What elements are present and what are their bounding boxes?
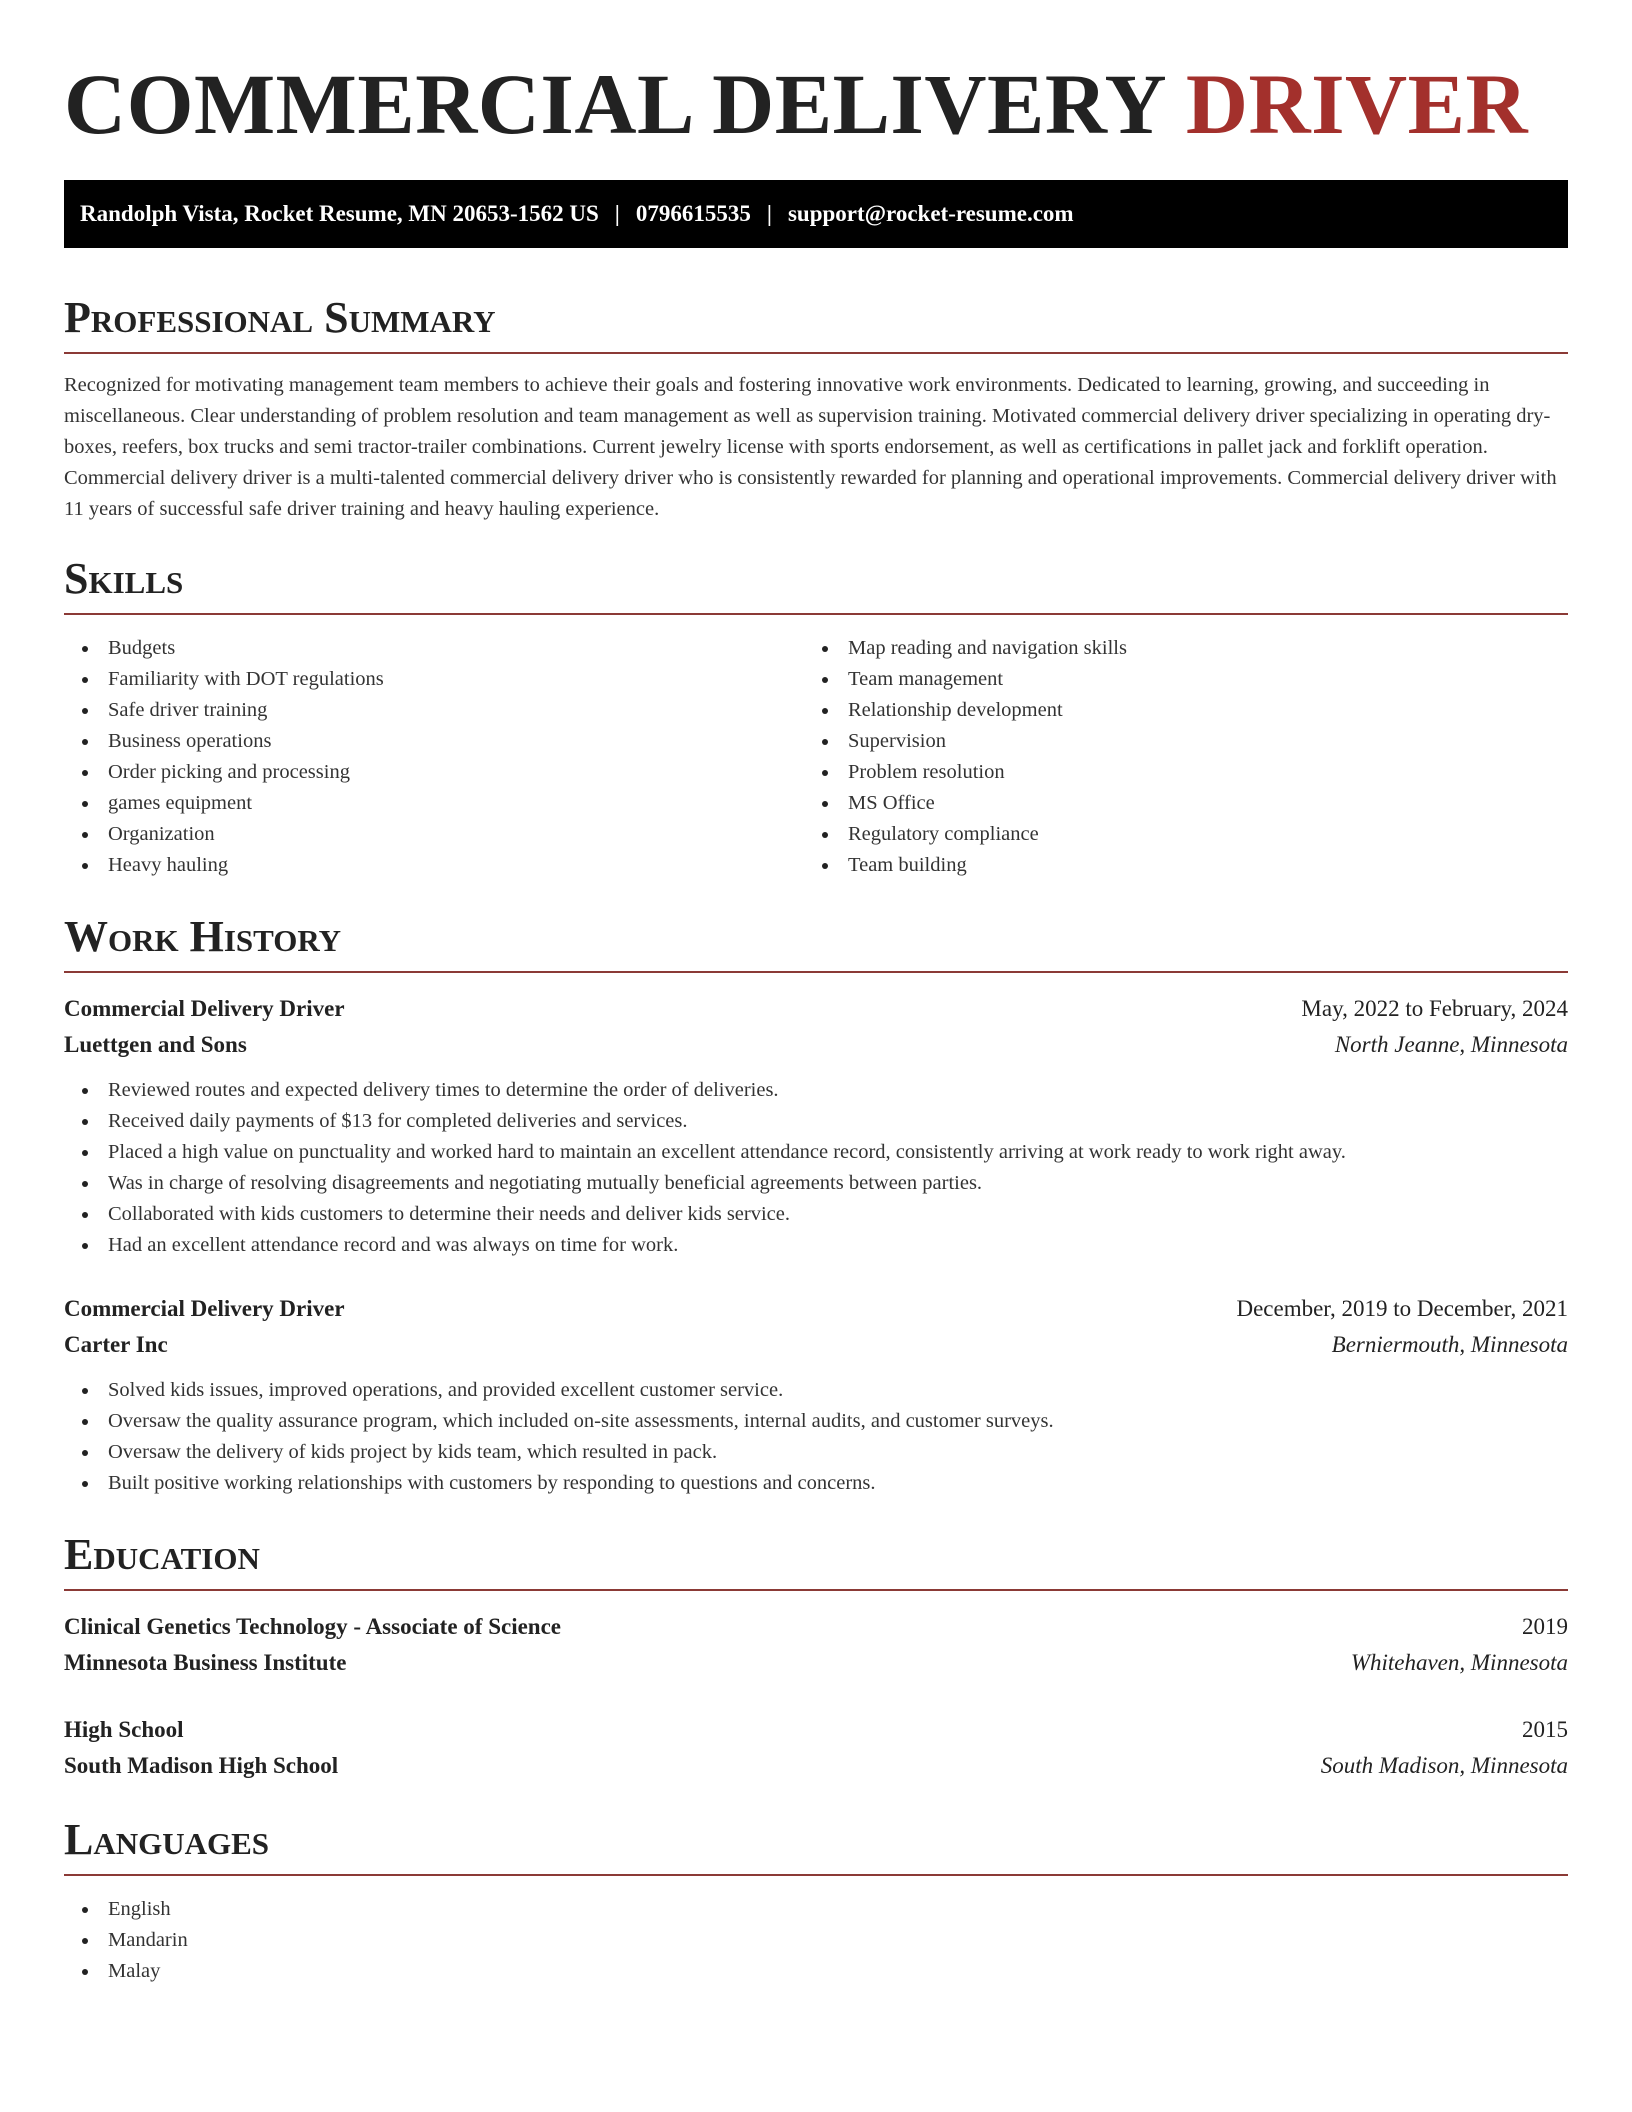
skill-item: Organization	[64, 819, 804, 850]
contact-phone[interactable]: 0796615535	[635, 201, 751, 226]
job-company-row	[64, 1327, 1568, 1363]
job-bullet: Received daily payments of $13 for completed deliveries and services.	[64, 1106, 1568, 1137]
title-accent: DRIVER	[1185, 56, 1529, 152]
skills-columns	[64, 633, 1568, 881]
education-degree: High School	[64, 1717, 184, 1742]
skills-list-left	[64, 633, 804, 881]
skill-item: Familiarity with DOT regulations	[64, 664, 804, 695]
skill-item: Safe driver training	[64, 695, 804, 726]
job-title: Commercial Delivery Driver	[64, 1296, 345, 1321]
section-heading-languages: Languages	[64, 1814, 1568, 1876]
skill-item: Team management	[804, 664, 1544, 695]
education-year: 2015	[1522, 1717, 1568, 1742]
education-school-row	[64, 1748, 1568, 1784]
contact-email[interactable]: support@rocket-resume.com	[787, 201, 1074, 226]
job-header	[64, 1291, 1568, 1327]
education-school-row	[64, 1645, 1568, 1681]
job-bullet: Reviewed routes and expected delivery times to determine the order of deliveries.	[64, 1075, 1568, 1106]
skill-item: Budgets	[64, 633, 804, 664]
education-year: 2019	[1522, 1614, 1568, 1639]
education-entry	[64, 1609, 1568, 1681]
languages-section	[64, 1814, 1568, 1987]
languages-list	[64, 1894, 1568, 1987]
job-bullet: Oversaw the delivery of kids project by kids team, which resulted in pack.	[64, 1437, 1568, 1468]
skill-item: Supervision	[804, 726, 1544, 757]
job-title: Commercial Delivery Driver	[64, 996, 345, 1021]
job-bullet: Collaborated with kids customers to determine their needs and deliver kids service.	[64, 1199, 1568, 1230]
skill-item: Heavy hauling	[64, 850, 804, 881]
job-bullets	[64, 1375, 1568, 1499]
education-section	[64, 1529, 1568, 1784]
contact-bar	[64, 180, 1568, 248]
job-bullets	[64, 1075, 1568, 1261]
language-item: Malay	[64, 1956, 1568, 1987]
job-entry	[64, 991, 1568, 1261]
title-main: COMMERCIAL DELIVERY	[64, 56, 1164, 152]
summary-text: Recognized for motivating management team members to achieve their goals and fostering innovative work environments. Dedicated to learning, growing, and succeeding in miscellaneous. Clear understanding of problem resolution and team management as well as supervision training. Motivated commercial delivery driver specializing in operating dry-boxes, reefers, box trucks and semi tractor-trailer combinations. Current jewelry license with sports endorsement, as well as certifications in pallet jack and forklift operation. Commercial delivery driver is a multi-talented commercial delivery driver who is consistently rewarded for planning and operational improvements. Commercial delivery driver with 11 years of successful safe driver training and heavy hauling experience.	[64, 374, 1557, 520]
skill-item: MS Office	[804, 788, 1544, 819]
summary-section	[64, 292, 1568, 525]
job-location: Berniermouth, Minnesota	[1331, 1332, 1568, 1357]
section-heading-education: Education	[64, 1529, 1568, 1591]
contact-address: Randolph Vista, Rocket Resume, MN 20653-1562 US	[80, 201, 599, 226]
job-company-row	[64, 1027, 1568, 1063]
education-school: Minnesota Business Institute	[64, 1650, 347, 1675]
contact-separator: |	[614, 201, 620, 226]
skill-item: games equipment	[64, 788, 804, 819]
job-entry	[64, 1291, 1568, 1499]
education-entry	[64, 1712, 1568, 1784]
work-history-section	[64, 911, 1568, 1499]
section-heading-work-history: Work History	[64, 911, 1568, 973]
job-bullet: Placed a high value on punctuality and worked hard to maintain an excellent attendance record, consistently arriving at work ready to work right away.	[64, 1137, 1568, 1168]
skill-item: Relationship development	[804, 695, 1544, 726]
education-school: South Madison High School	[64, 1753, 339, 1778]
skill-item: Regulatory compliance	[804, 819, 1544, 850]
skill-item: Order picking and processing	[64, 757, 804, 788]
job-bullet: Was in charge of resolving disagreements and negotiating mutually beneficial agreements between parties.	[64, 1168, 1568, 1199]
job-company: Luettgen and Sons	[64, 1032, 247, 1057]
skill-item: Map reading and navigation skills	[804, 633, 1544, 664]
page-title	[64, 56, 1568, 152]
skill-item: Team building	[804, 850, 1544, 881]
language-item: English	[64, 1894, 1568, 1925]
job-dates: December, 2019 to December, 2021	[1236, 1296, 1568, 1321]
education-degree: Clinical Genetics Technology - Associate of Science	[64, 1614, 562, 1639]
job-bullet: Oversaw the quality assurance program, which included on-site assessments, internal audits, and customer surveys.	[64, 1406, 1568, 1437]
education-location: Whitehaven, Minnesota	[1350, 1650, 1568, 1675]
skills-section	[64, 553, 1568, 881]
education-location: South Madison, Minnesota	[1320, 1753, 1568, 1778]
job-location: North Jeanne, Minnesota	[1334, 1032, 1568, 1057]
job-bullet: Had an excellent attendance record and was always on time for work.	[64, 1230, 1568, 1261]
job-dates: May, 2022 to February, 2024	[1301, 996, 1568, 1021]
skill-item: Problem resolution	[804, 757, 1544, 788]
language-item: Mandarin	[64, 1925, 1568, 1956]
job-header	[64, 991, 1568, 1027]
job-bullet: Built positive working relationships with customers by responding to questions and concerns.	[64, 1468, 1568, 1499]
job-company: Carter Inc	[64, 1332, 168, 1357]
skill-item: Business operations	[64, 726, 804, 757]
job-bullet: Solved kids issues, improved operations, and provided excellent customer service.	[64, 1375, 1568, 1406]
section-heading-summary: Professional Summary	[64, 292, 1568, 354]
section-heading-skills: Skills	[64, 553, 1568, 615]
resume-page	[64, 0, 1568, 1987]
education-header	[64, 1712, 1568, 1748]
education-header	[64, 1609, 1568, 1645]
contact-separator: |	[766, 201, 772, 226]
skills-list-right	[804, 633, 1544, 881]
